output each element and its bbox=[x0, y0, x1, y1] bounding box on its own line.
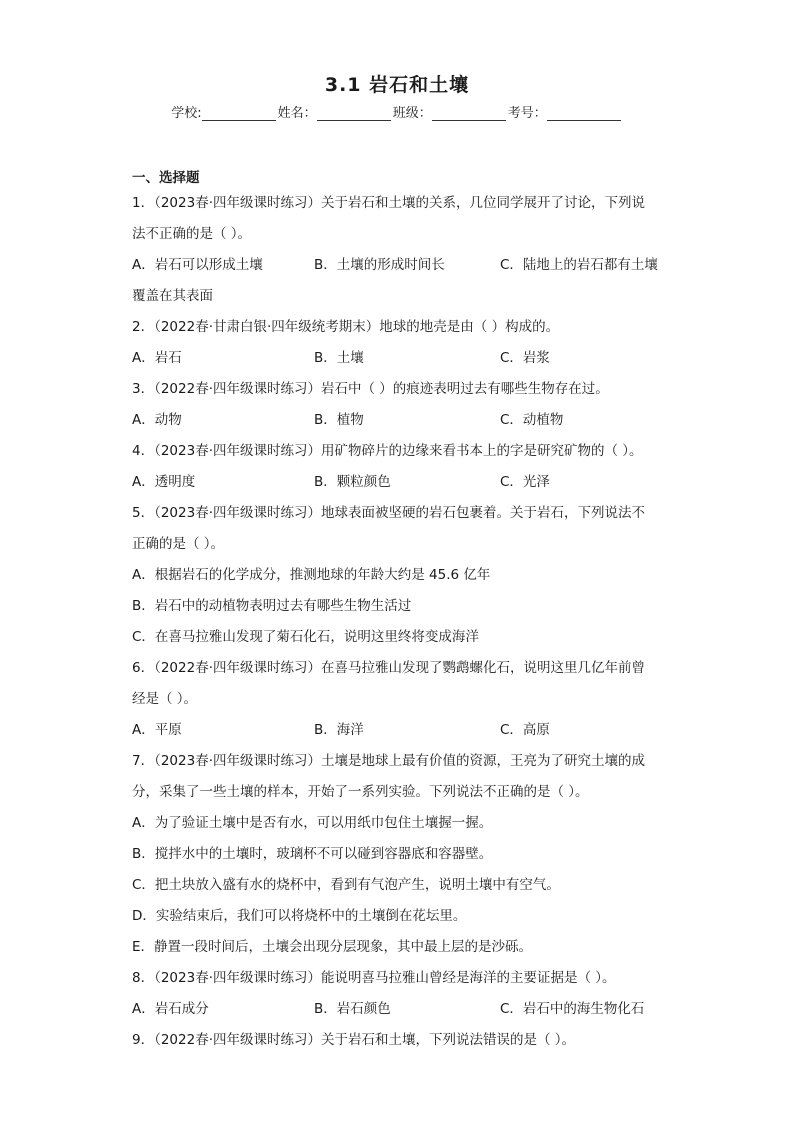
question-7-line-1: 7．（2023春·四年级课时练习）土壤是地球上最有价值的资源，王亮为了研究土壤的成 bbox=[132, 753, 645, 769]
question-8-options bbox=[132, 994, 662, 1025]
class-label: 班级： bbox=[392, 106, 432, 121]
option-c[interactable]: C．光泽 bbox=[500, 474, 550, 490]
exam-number-blank[interactable] bbox=[547, 107, 621, 121]
student-info-row bbox=[0, 102, 794, 121]
question-6-line-1: 6．（2022春·四年级课时练习）在喜马拉雅山发现了鹦鹉螺化石，说明这里几亿年前曾 bbox=[132, 660, 645, 676]
question-2-line-1: 2．（2022春·甘肃白银·四年级统考期末）地球的地壳是由（ ）构成的。 bbox=[132, 319, 560, 335]
question-1-option-c-cont: 覆盖在其表面 bbox=[132, 288, 213, 304]
option-b[interactable]: B．植物 bbox=[314, 412, 364, 428]
option-c[interactable]: C．动植物 bbox=[500, 412, 564, 428]
name-blank[interactable] bbox=[317, 107, 391, 121]
question-5-line-2: 正确的是（ ）。 bbox=[132, 536, 225, 552]
option-c[interactable]: C．高原 bbox=[500, 722, 550, 738]
option-a[interactable]: A．为了验证土壤中是否有水，可以用纸巾包住土壤握一握。 bbox=[132, 815, 493, 831]
question-5-line-1: 5．（2023春·四年级课时练习）地球表面被坚硬的岩石包裹着。关于岩石，下列说法不 bbox=[132, 505, 645, 521]
option-d[interactable]: D．实验结束后，我们可以将烧杯中的土壤倒在花坛里。 bbox=[132, 908, 467, 924]
question-3-line-1: 3．（2022春·四年级课时练习）岩石中（ ）的痕迹表明过去有哪些生物存在过。 bbox=[132, 381, 609, 397]
option-c[interactable]: C．把土块放入盛有水的烧杯中，看到有气泡产生，说明土壤中有空气。 bbox=[132, 877, 560, 893]
question-4-line-1: 4．（2023春·四年级课时练习）用矿物碎片的边缘来看书本上的字是研究矿物的（ ）。 bbox=[132, 443, 643, 459]
class-blank[interactable] bbox=[432, 107, 506, 121]
question-1-line-1: 1．（2023春·四年级课时练习）关于岩石和土壤的关系，几位同学展开了讨论，下列说 bbox=[132, 195, 645, 211]
option-b[interactable]: B．岩石中的动植物表明过去有哪些生物生活过 bbox=[132, 598, 412, 614]
option-b[interactable]: B．土壤 bbox=[314, 350, 364, 366]
option-b[interactable]: B．土壤的形成时间长 bbox=[314, 257, 445, 273]
school-blank[interactable] bbox=[202, 107, 276, 121]
option-c[interactable]: C．岩浆 bbox=[500, 350, 550, 366]
question-1-options bbox=[132, 250, 662, 281]
page-title: 3.1 岩石和土壤 bbox=[324, 74, 470, 96]
name-label: 姓名： bbox=[277, 106, 317, 121]
option-b[interactable]: B．搅拌水中的土壤时，玻璃杯不可以碰到容器底和容器壁。 bbox=[132, 846, 493, 862]
section-heading: 一、选择题 bbox=[132, 170, 200, 186]
option-a[interactable]: A．根据岩石的化学成分，推测地球的年龄大约是 45.6 亿年 bbox=[132, 567, 491, 583]
question-list bbox=[132, 188, 662, 1056]
option-a[interactable]: A．动物 bbox=[132, 412, 182, 428]
question-9-line-1: 9．（2022春·四年级课时练习）关于岩石和土壤，下列说法错误的是（ ）。 bbox=[132, 1032, 576, 1048]
option-a[interactable]: A．岩石可以形成土壤 bbox=[132, 257, 263, 273]
option-b[interactable]: B．岩石颜色 bbox=[314, 1001, 391, 1017]
question-6-line-2: 经是（ ）。 bbox=[132, 691, 198, 707]
option-a[interactable]: A．岩石 bbox=[132, 350, 182, 366]
option-a[interactable]: A．岩石成分 bbox=[132, 1001, 209, 1017]
question-7-line-2: 分，采集了一些土壤的样本，开始了一系列实验。下列说法不正确的是（ ）。 bbox=[132, 784, 589, 800]
option-a[interactable]: A．平原 bbox=[132, 722, 182, 738]
question-6-options bbox=[132, 715, 662, 746]
option-c[interactable]: C．岩石中的海生物化石 bbox=[500, 1001, 645, 1017]
question-1-line-2: 法不正确的是（ ）。 bbox=[132, 226, 252, 242]
option-b[interactable]: B．颗粒颜色 bbox=[314, 474, 391, 490]
school-label: 学校: bbox=[171, 106, 202, 121]
option-e[interactable]: E．静置一段时间后，土壤会出现分层现象，其中最上层的是沙砾。 bbox=[132, 939, 533, 955]
exam-number-label: 考号： bbox=[507, 106, 547, 121]
option-a[interactable]: A．透明度 bbox=[132, 474, 196, 490]
question-8-line-1: 8．（2023春·四年级课时练习）能说明喜马拉雅山曾经是海洋的主要证据是（ ）。 bbox=[132, 970, 616, 986]
option-c[interactable]: C．在喜马拉雅山发现了菊石化石，说明这里终将变成海洋 bbox=[132, 629, 479, 645]
question-2-options bbox=[132, 343, 662, 374]
question-4-options bbox=[132, 467, 662, 498]
question-3-options bbox=[132, 405, 662, 436]
option-c[interactable]: C．陆地上的岩石都有土壤 bbox=[500, 257, 658, 273]
option-b[interactable]: B．海洋 bbox=[314, 722, 364, 738]
